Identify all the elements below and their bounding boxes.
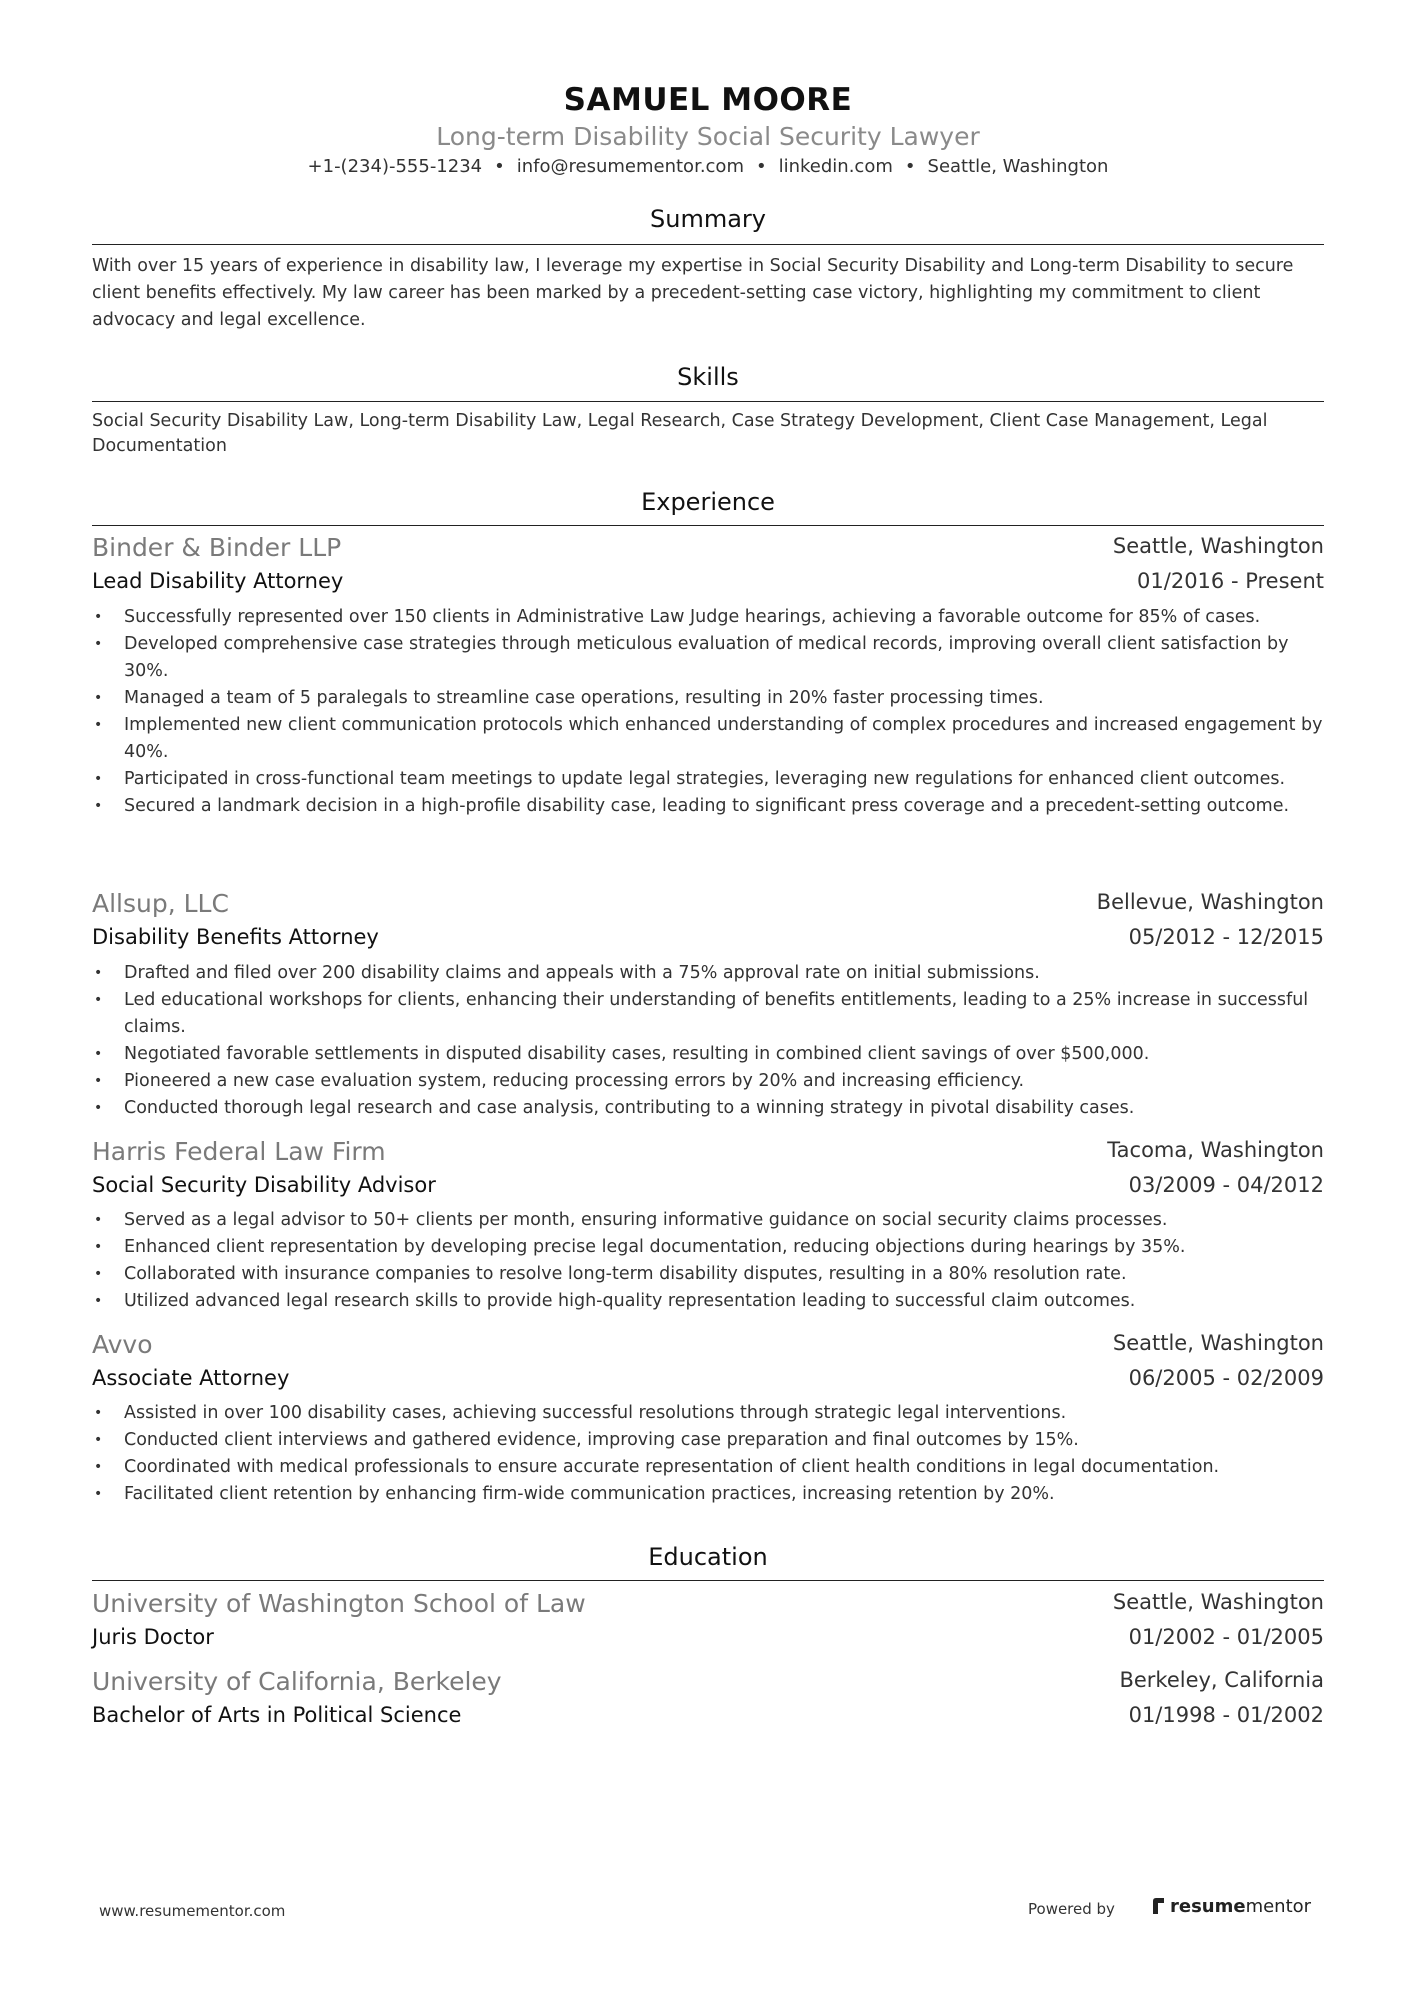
phone: +1-(234)-555-1234 bbox=[307, 156, 483, 177]
section-divider bbox=[92, 401, 1324, 402]
list-item: • Coordinated with medical professionals to ensure accurate representation of client health conditions in legal documentation. bbox=[92, 1454, 1324, 1481]
degree: Bachelor of Arts in Political Science bbox=[92, 1703, 462, 1727]
skills-text: Social Security Disability Law, Long-term Disability Law, Legal Research, Case Strategy Development, Client Case Management, Legal Documentation bbox=[92, 411, 1268, 456]
contact-line bbox=[92, 155, 1324, 179]
school-location: Seattle, Washington bbox=[1112, 1590, 1324, 1614]
summary-heading: Summary bbox=[650, 205, 766, 233]
powered-by-label: Powered by bbox=[1028, 1900, 1115, 1918]
list-item: • Conducted thorough legal research and case analysis, contributing to a winning strategy in pivotal disability cases. bbox=[92, 1095, 1324, 1122]
list-item: • Participated in cross-functional team meetings to update legal strategies, leveraging new regulations for enhanced client outcomes. bbox=[92, 766, 1324, 793]
resumementor-logo-icon bbox=[1152, 1897, 1165, 1915]
job-dates: 01/2016 - Present bbox=[1137, 569, 1324, 593]
brand-name-thin: mentor bbox=[1245, 1896, 1312, 1917]
job-role: Social Security Disability Advisor bbox=[92, 1173, 436, 1197]
job-dates: 05/2012 - 12/2015 bbox=[1128, 925, 1324, 949]
job-bullets bbox=[92, 1207, 1324, 1315]
list-item: • Managed a team of 5 paralegals to streamline case operations, resulting in 20% faster processing times. bbox=[92, 685, 1324, 712]
school-location: Berkeley, California bbox=[1119, 1668, 1324, 1692]
company-name: Allsup, LLC bbox=[92, 889, 229, 918]
list-item: • Facilitated client retention by enhancing firm-wide communication practices, increasing retention by 20%. bbox=[92, 1481, 1324, 1508]
candidate-title: Long-term Disability Social Security Lawyer bbox=[436, 122, 980, 151]
list-item: • Conducted client interviews and gathered evidence, improving case preparation and final outcomes by 15%. bbox=[92, 1427, 1324, 1454]
separator: • bbox=[494, 156, 505, 177]
school-name: University of Washington School of Law bbox=[92, 1589, 586, 1618]
brand-logo[interactable] bbox=[1152, 1896, 1311, 1917]
job-location: Seattle, Washington bbox=[1112, 534, 1324, 558]
list-item: • Negotiated favorable settlements in disputed disability cases, resulting in combined client savings of over $500,000. bbox=[92, 1041, 1324, 1068]
brand-name-bold: resume bbox=[1170, 1896, 1246, 1917]
email[interactable]: info@resumementor.com bbox=[516, 156, 744, 177]
list-item: • Implemented new client communication protocols which enhanced understanding of complex procedures and increased engagement by 40%. bbox=[92, 712, 1324, 766]
degree: Juris Doctor bbox=[92, 1625, 214, 1649]
candidate-name: SAMUEL MOORE bbox=[563, 82, 853, 118]
job-dates: 06/2005 - 02/2009 bbox=[1128, 1366, 1324, 1390]
school-name: University of California, Berkeley bbox=[92, 1667, 502, 1696]
list-item: • Collaborated with insurance companies to resolve long-term disability disputes, resulting in a 80% resolution rate. bbox=[92, 1261, 1324, 1288]
section-divider bbox=[92, 244, 1324, 245]
section-divider bbox=[92, 525, 1324, 526]
job-role: Associate Attorney bbox=[92, 1366, 290, 1390]
list-item: • Developed comprehensive case strategies through meticulous evaluation of medical records, improving overall client satisfaction by 30%. bbox=[92, 631, 1324, 685]
list-item: • Drafted and filed over 200 disability claims and appeals with a 75% approval rate on initial submissions. bbox=[92, 960, 1324, 987]
job-location: Seattle, Washington bbox=[1112, 1331, 1324, 1355]
education-dates: 01/2002 - 01/2005 bbox=[1128, 1625, 1324, 1649]
footer-url[interactable]: www.resumementor.com bbox=[99, 1902, 286, 1920]
list-item: • Secured a landmark decision in a high-profile disability case, leading to significant press coverage and a precedent-setting outcome. bbox=[92, 793, 1324, 820]
experience-heading: Experience bbox=[641, 488, 775, 516]
linkedin[interactable]: linkedin.com bbox=[778, 156, 893, 177]
list-item: • Led educational workshops for clients, enhancing their understanding of benefits entitlements, leading to a 25% increase in successful claims. bbox=[92, 987, 1324, 1041]
job-role: Lead Disability Attorney bbox=[92, 569, 344, 593]
list-item: • Utilized advanced legal research skills to provide high-quality representation leading to successful claim outcomes. bbox=[92, 1288, 1324, 1315]
education-heading: Education bbox=[648, 1543, 768, 1571]
education-dates: 01/1998 - 01/2002 bbox=[1128, 1703, 1324, 1727]
job-location: Bellevue, Washington bbox=[1096, 890, 1324, 914]
job-dates: 03/2009 - 04/2012 bbox=[1128, 1173, 1324, 1197]
separator: • bbox=[904, 156, 916, 177]
job-role: Disability Benefits Attorney bbox=[92, 925, 379, 949]
section-divider bbox=[92, 1580, 1324, 1581]
summary-text: With over 15 years of experience in disability law, I leverage my expertise in Social Security Disability and Long-term Disability to secure client benefits effectively. My law career has been marked by a precedent-setting case victory, highlighting my commitment to client advocacy and legal excellence. bbox=[92, 256, 1294, 330]
company-name: Avvo bbox=[92, 1330, 153, 1359]
company-name: Harris Federal Law Firm bbox=[92, 1137, 386, 1166]
job-bullets bbox=[92, 604, 1324, 820]
job-bullets bbox=[92, 960, 1324, 1122]
list-item: • Enhanced client representation by developing precise legal documentation, reducing objections during hearings by 35%. bbox=[92, 1234, 1324, 1261]
list-item: • Pioneered a new case evaluation system, reducing processing errors by 20% and increasing efficiency. bbox=[92, 1068, 1324, 1095]
company-name: Binder & Binder LLP bbox=[92, 533, 342, 562]
list-item: • Served as a legal advisor to 50+ clients per month, ensuring informative guidance on social security claims processes. bbox=[92, 1207, 1324, 1234]
separator: • bbox=[755, 156, 767, 177]
job-location: Tacoma, Washington bbox=[1107, 1138, 1324, 1162]
skills-heading: Skills bbox=[677, 363, 739, 391]
list-item: • Assisted in over 100 disability cases, achieving successful resolutions through strategic legal interventions. bbox=[92, 1400, 1324, 1427]
job-bullets bbox=[92, 1400, 1324, 1508]
location: Seattle, Washington bbox=[927, 156, 1109, 177]
list-item: • Successfully represented over 150 clients in Administrative Law Judge hearings, achieving a favorable outcome for 85% of cases. bbox=[92, 604, 1324, 631]
